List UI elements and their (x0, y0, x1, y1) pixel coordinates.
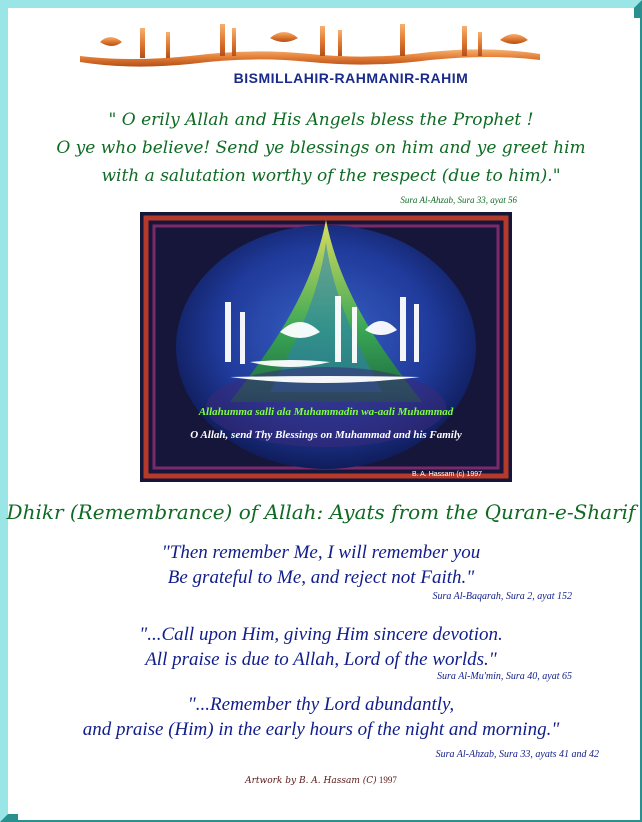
quote-line: "...Remember thy Lord abundantly, (187, 694, 455, 715)
svg-text:بسم الله الرحمن الرحيم: بسم الله الرحمن الرحيم (300, 47, 320, 49)
quote-reference-1: Sura Al-Baqarah, Sura 2, ayat 152 (432, 591, 572, 602)
quote-line: O ye who believe! Send ye blessings on him and ye greet him (56, 138, 586, 158)
quote-line: All praise is due to Allah, Lord of the worlds." (145, 649, 497, 670)
bismillah-title: BISMILLAHIR-RAHMANIR-RAHIM (233, 70, 469, 86)
salawat-artwork (140, 212, 512, 482)
quote-line: "...Call upon Him, giving Him sincere devotion. (139, 624, 503, 645)
artwork-caption-transliteration: Allahumma salli ala Muhammadin wa-aali Muhammad (198, 406, 454, 418)
artwork-graphic (140, 212, 512, 482)
quote-line: with a salutation worthy of the respect (due to him)." (101, 166, 561, 186)
bismillah-calligraphy (70, 18, 550, 68)
quote-line: "Then remember Me, I will remember you (161, 542, 481, 563)
dhikr-heading: Dhikr (Remembrance) of Allah: Ayats from the Quran-e-Sharif (6, 500, 636, 524)
artwork-caption-english: O Allah, send Thy Blessings on Muhammad and his Family (190, 429, 462, 441)
quote-reference-3: Sura Al-Ahzab, Sura 33, ayats 41 and 42 (435, 749, 599, 760)
quote-line: and praise (Him) in the early hours of the night and morning." (82, 719, 560, 740)
quote-line: Be grateful to Me, and reject not Faith." (167, 567, 475, 588)
artwork-by-text: Artwork by B. A. Hassam (C) (245, 776, 377, 786)
artwork-year: 1997 (378, 775, 397, 785)
salawat-reference: Sura Al-Ahzab, Sura 33, ayat 56 (400, 195, 517, 205)
artwork-credit: B. A. Hassam (c) 1997 (411, 471, 482, 478)
quote-line: " O erily Allah and His Angels bless the Prophet ! (108, 110, 534, 130)
artwork-footer (0, 775, 642, 786)
quran-quote-2 (0, 622, 642, 672)
quote-reference-2: Sura Al-Mu'min, Sura 40, ayat 65 (436, 671, 572, 682)
quran-quote-3 (0, 692, 642, 742)
quran-quote-1 (0, 540, 642, 590)
salawat-quote (0, 106, 642, 190)
